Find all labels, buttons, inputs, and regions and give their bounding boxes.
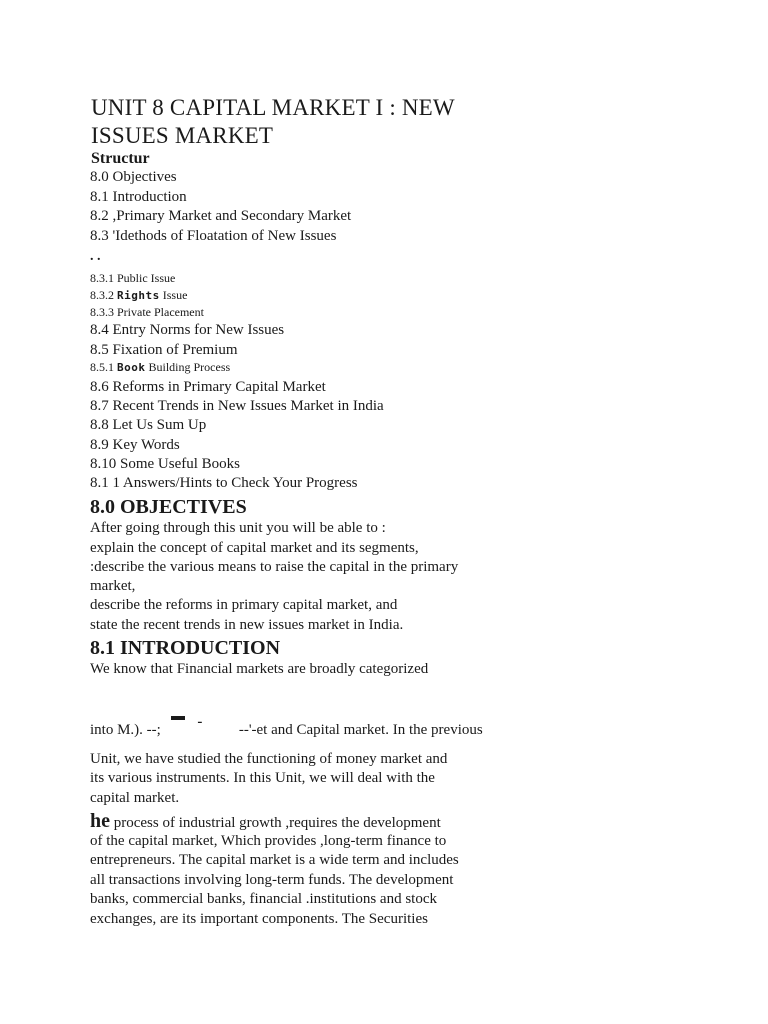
introduction-paragraph-line: Unit, we have studied the functioning of money market and bbox=[90, 751, 448, 767]
introduction-line-garbled bbox=[90, 714, 483, 738]
toc-item-8-7: 8.7 Recent Trends in New Issues Market in India bbox=[90, 398, 384, 414]
toc-item-8-11: 8.1 1 Answers/Hints to Check Your Progress bbox=[90, 475, 358, 491]
toc-item-8-4: 8.4 Entry Norms for New Issues bbox=[90, 322, 285, 338]
toc-subitem-suffix: Issue bbox=[159, 288, 188, 302]
toc-subitem-prefix: 8.3.2 bbox=[90, 288, 117, 302]
ellipsis-marks: . . bbox=[90, 249, 101, 264]
toc-subitem-bold-word: Rights bbox=[117, 289, 160, 302]
introduction-paragraph-line: exchanges, are its important components. The Securities bbox=[90, 911, 428, 927]
introduction-paragraph-line: entrepreneurs. The capital market is a wide term and includes bbox=[90, 852, 459, 868]
introduction-paragraph-line: banks, commercial banks, financial .institutions and stock bbox=[90, 891, 438, 907]
objectives-line: :describe the various means to raise the capital in the primary bbox=[90, 559, 459, 575]
garbled-left: into M.). --; bbox=[90, 722, 161, 738]
toc-item-8-8: 8.8 Let Us Sum Up bbox=[90, 417, 207, 433]
unit-title-line-2: ISSUES MARKET bbox=[91, 123, 274, 148]
introduction-paragraph-line: all transactions involving long-term funds. The development bbox=[90, 872, 454, 888]
unit-title-line-1: UNIT 8 CAPITAL MARKET I : NEW bbox=[91, 95, 455, 120]
objectives-line: market, bbox=[90, 578, 136, 594]
toc-item-8-3: 8.3 'Idethods of Floatation of New Issues bbox=[90, 228, 337, 244]
paragraph-text: process of industrial growth ,requires the development bbox=[110, 815, 441, 831]
toc-subitem-text: 8.3.3 Private Placement bbox=[90, 305, 204, 319]
dropped-word-fragment: he bbox=[90, 810, 110, 832]
toc-subitem-8-3-1 bbox=[90, 272, 175, 284]
toc-subitem-prefix: 8.5.1 bbox=[90, 360, 117, 374]
introduction-paragraph-first-line bbox=[90, 811, 441, 831]
structure-heading: Structur bbox=[91, 150, 150, 167]
toc-item-8-10: 8.10 Some Useful Books bbox=[90, 456, 240, 472]
introduction-paragraph-line: of the capital market, Which provides ,long-term finance to bbox=[90, 833, 447, 849]
toc-subitem-8-5-1 bbox=[90, 361, 230, 373]
objectives-line: state the recent trends in new issues market in India. bbox=[90, 617, 404, 633]
introduction-paragraph-line: capital market. bbox=[90, 790, 180, 806]
toc-subitem-text: 8.3.1 Public Issue bbox=[90, 271, 176, 285]
garbled-dash: - bbox=[197, 714, 203, 730]
objectives-line: describe the reforms in primary capital market, and bbox=[90, 597, 398, 613]
garbled-right: --'-et and Capital market. In the previous bbox=[238, 722, 483, 738]
toc-item-8-6: 8.6 Reforms in Primary Capital Market bbox=[90, 379, 326, 395]
toc-item-8-1: 8.1 Introduction bbox=[90, 189, 187, 205]
toc-item-8-5: 8.5 Fixation of Premium bbox=[90, 342, 238, 358]
toc-subitem-8-3-3 bbox=[90, 306, 204, 318]
introduction-line: We know that Financial markets are broadly categorized bbox=[90, 661, 429, 677]
toc-item-8-9: 8.9 Key Words bbox=[90, 437, 180, 453]
objectives-line: After going through this unit you will be able to : bbox=[90, 520, 386, 536]
toc-item-8-0: 8.0 Objectives bbox=[90, 169, 177, 185]
objectives-line: explain the concept of capital market and its segments, bbox=[90, 540, 419, 556]
objectives-heading: 8.0 OBJECTIVES bbox=[90, 496, 247, 518]
introduction-heading: 8.1 INTRODUCTION bbox=[90, 637, 281, 659]
toc-subitem-bold-word: Book bbox=[117, 361, 146, 374]
introduction-paragraph-line: its various instruments. In this Unit, we will deal with the bbox=[90, 770, 435, 786]
toc-subitem-8-3-2 bbox=[90, 289, 187, 301]
toc-item-8-2: 8.2 ,Primary Market and Secondary Market bbox=[90, 208, 352, 224]
toc-subitem-suffix: Building Process bbox=[145, 360, 231, 374]
